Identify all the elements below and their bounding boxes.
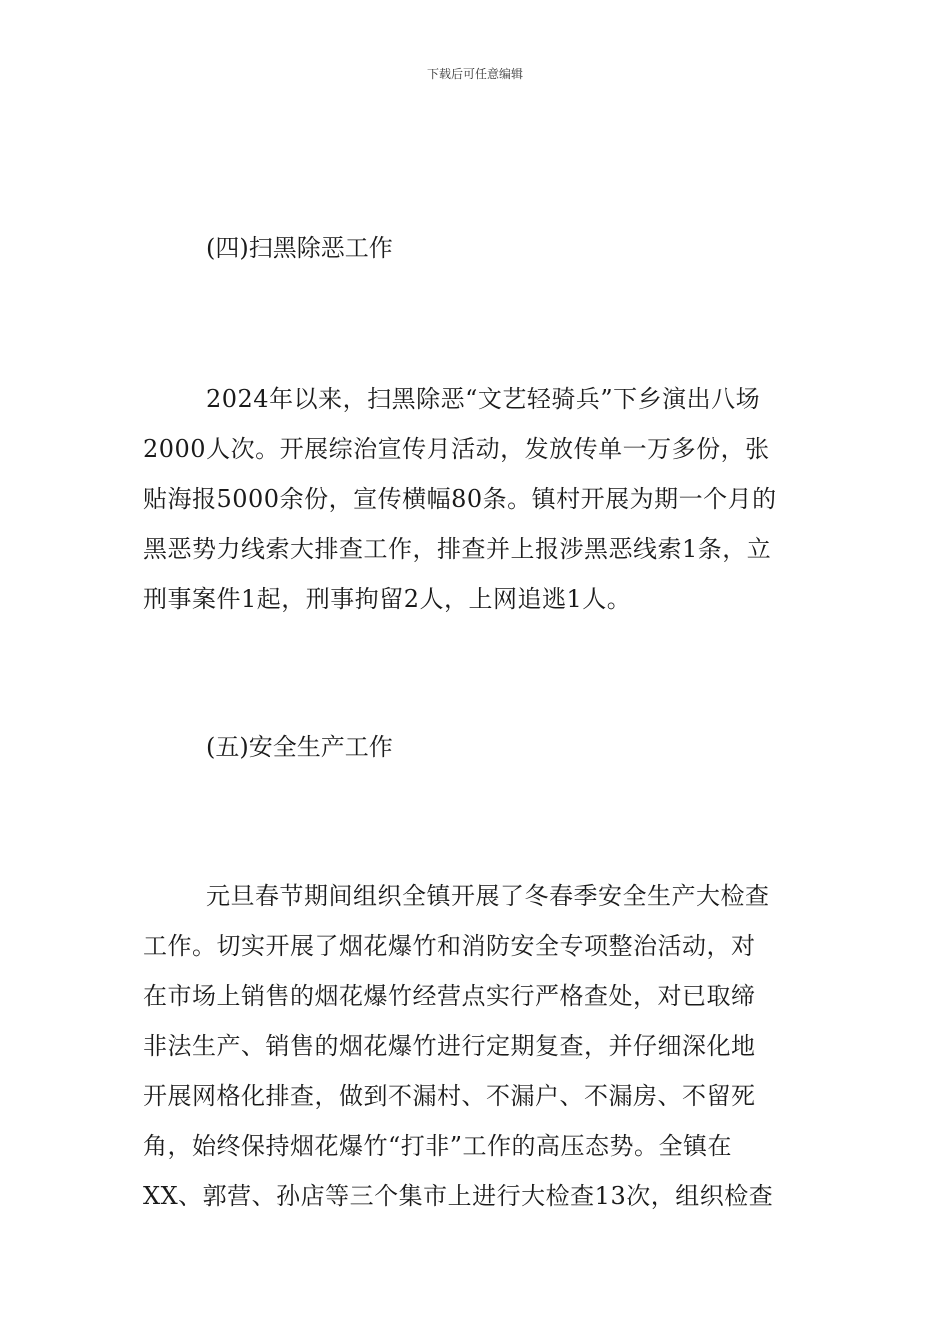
paragraph-line: 开展网格化排查，做到不漏村、不漏户、不漏房、不留死 bbox=[143, 1082, 756, 1110]
section-paragraph-4 bbox=[143, 374, 807, 624]
paragraph-line: 2000人次。开展综治宣传月活动，发放传单一万多份，张 bbox=[143, 435, 770, 463]
paragraph-line: 刑事案件1起，刑事拘留2人，上网追逃1人。 bbox=[143, 585, 632, 613]
paragraph-line: 黑恶势力线索大排查工作，排查并上报涉黑恶线索1条，立 bbox=[143, 535, 772, 563]
paragraph-line: 元旦春节期间组织全镇开展了冬春季安全生产大检查 bbox=[206, 882, 770, 910]
section-heading-5: (五)安全生产工作 bbox=[206, 733, 393, 761]
paragraph-line: 在市场上销售的烟花爆竹经营点实行严格查处，对已取缔 bbox=[143, 982, 756, 1010]
paragraph-line: XX、郭营、孙店等三个集市上进行大检查13次，组织检查 bbox=[143, 1182, 774, 1210]
paragraph-line: 非法生产、销售的烟花爆竹进行定期复查，并仔细深化地 bbox=[143, 1032, 756, 1060]
section-paragraph-5 bbox=[143, 871, 807, 1221]
paragraph-line: 2024年以来，扫黑除恶“文艺轻骑兵”下乡演出八场 bbox=[206, 385, 761, 413]
paragraph-line: 工作。切实开展了烟花爆竹和消防安全专项整治活动，对 bbox=[143, 932, 756, 960]
section-heading-4: (四)扫黑除恶工作 bbox=[206, 234, 393, 262]
paragraph-line: 角，始终保持烟花爆竹“打非”工作的高压态势。全镇在 bbox=[143, 1132, 733, 1160]
header-note: 下载后可任意编辑 bbox=[426, 67, 523, 81]
paragraph-line: 贴海报5000余份，宣传横幅80条。镇村开展为期一个月的 bbox=[143, 485, 777, 513]
